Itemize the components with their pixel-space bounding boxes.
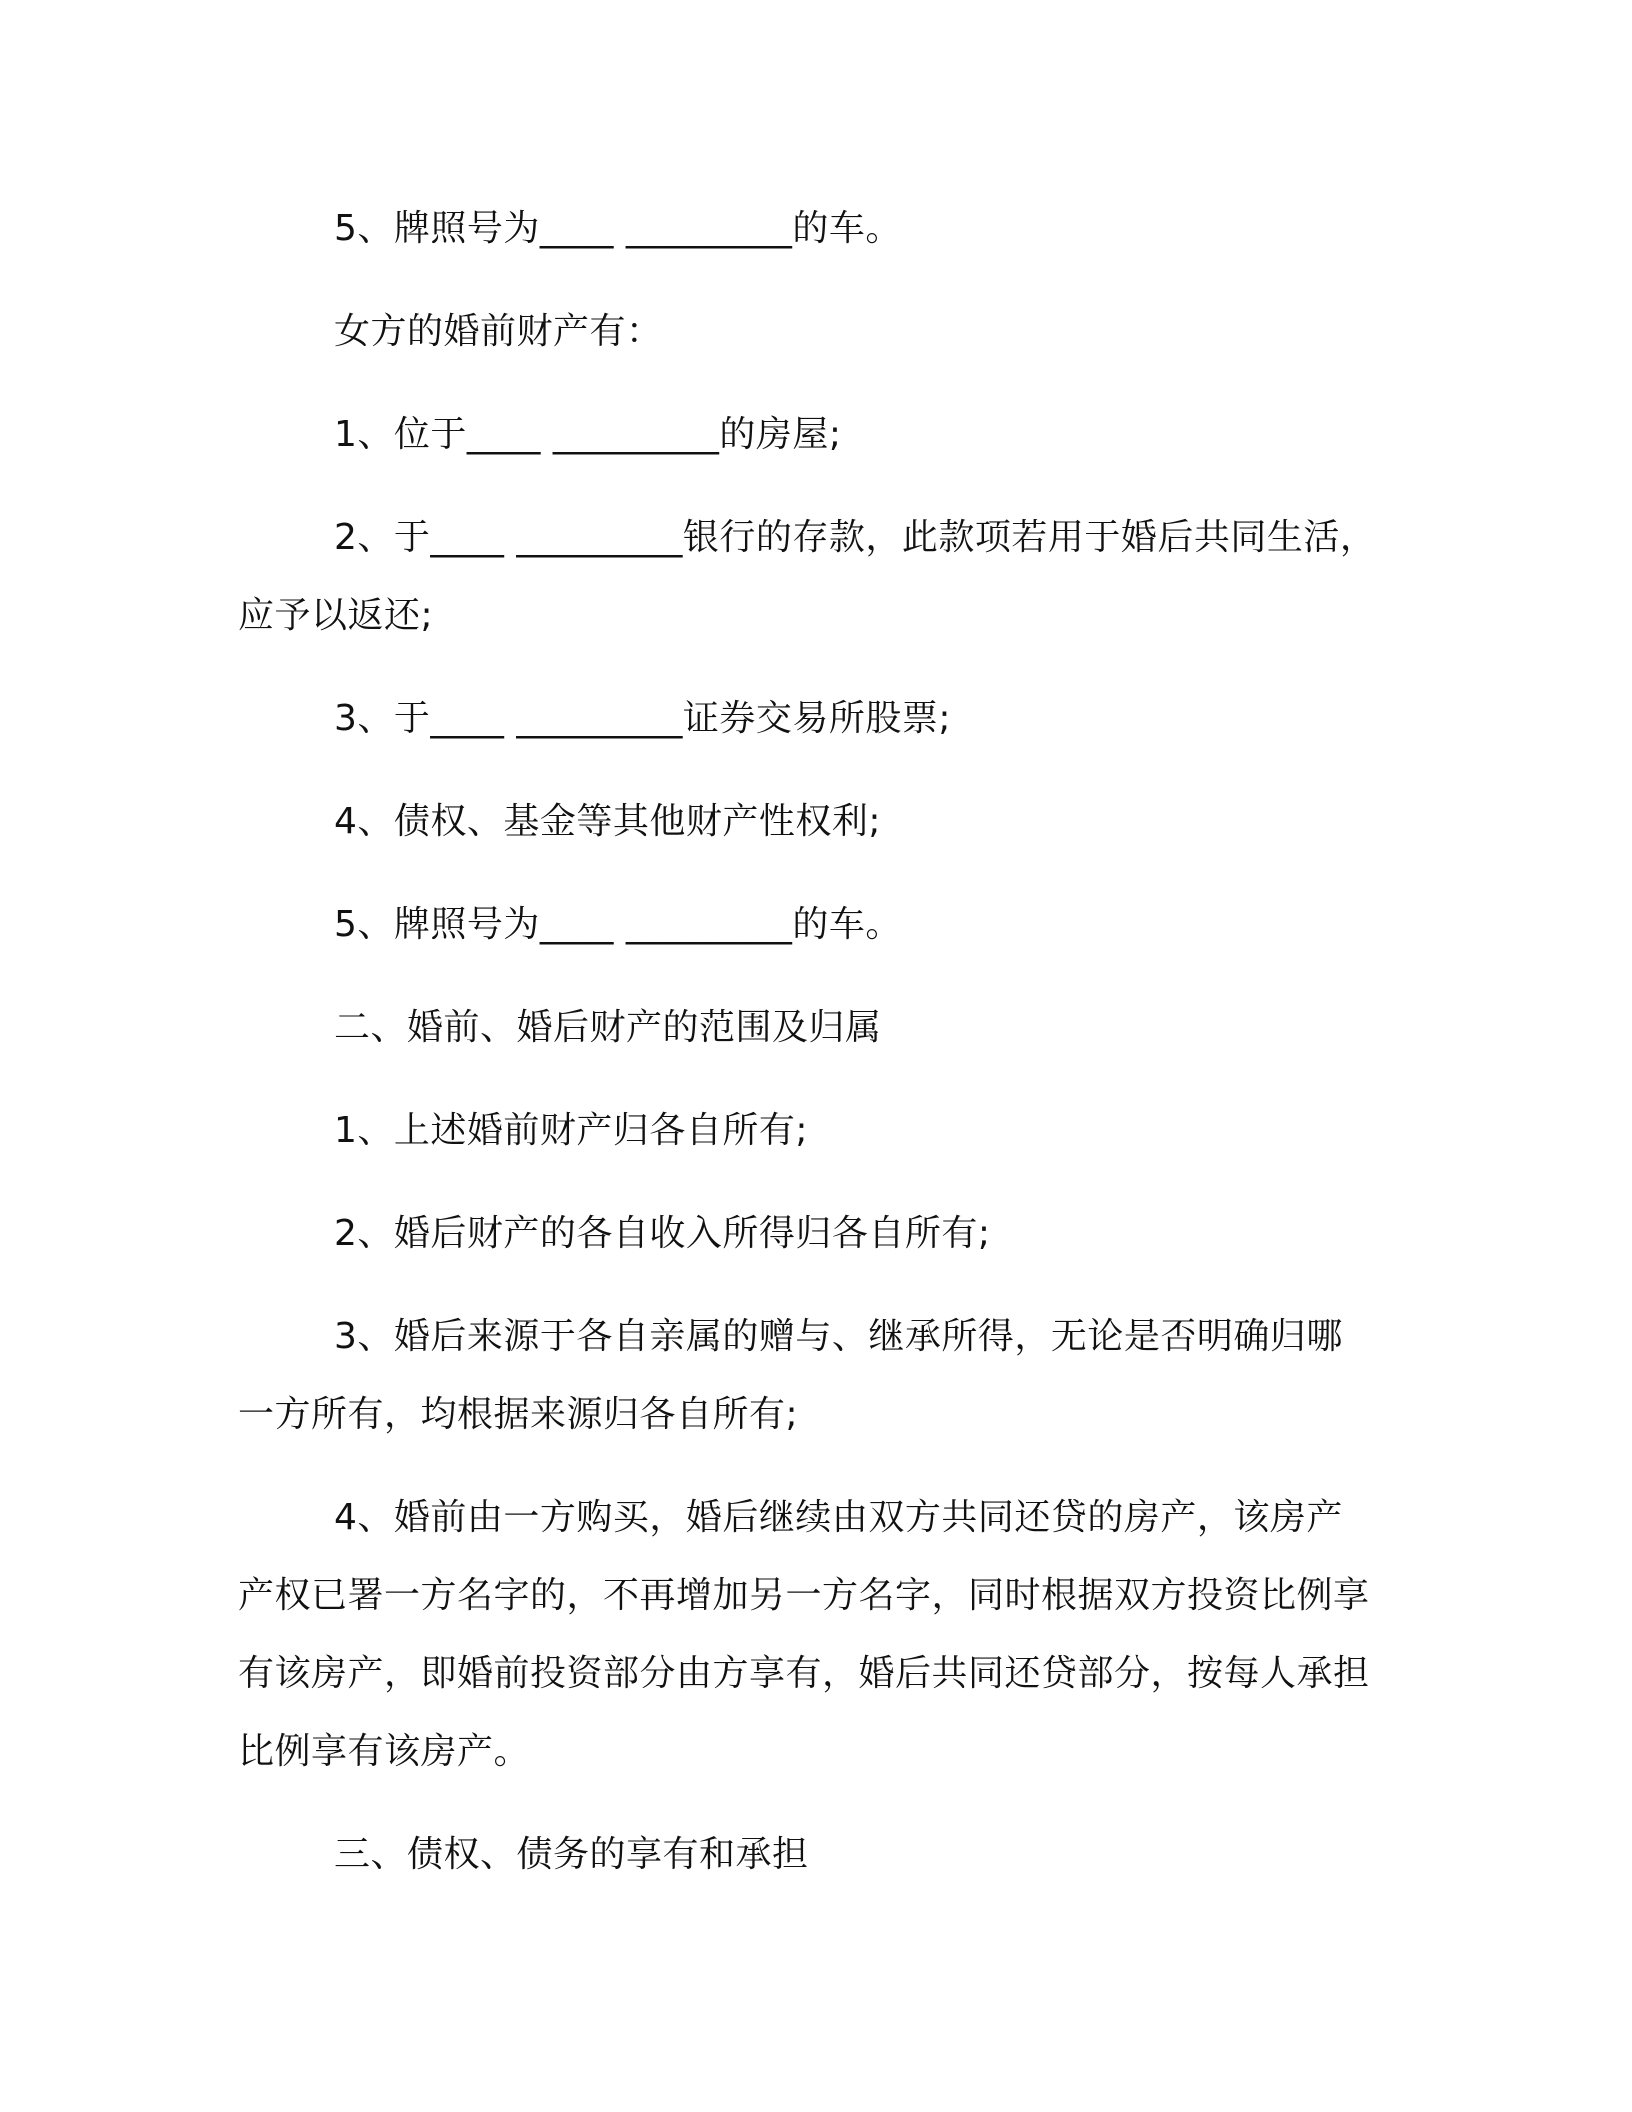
document-body — [238, 190, 1378, 1894]
paragraph-9: 1、上述婚前财产归各自所有; — [334, 1110, 809, 1151]
paragraph-3: 1、位于____ _________的房屋; — [334, 414, 842, 455]
paragraph-12: 4、婚前由一方购买，婚后继续由双方共同还贷的房产，该房产产权已署一方名字的，不再增加另一方名字，同时根据双方投资比例享有该房产，即婚前投资部分由方享有，婚后共同还贷部分，按每人承担比例享有该房产。 — [238, 1497, 1370, 1772]
paragraph-11: 3、婚后来源于各自亲属的赠与、继承所得，无论是否明确归哪一方所有，均根据来源归各自所有; — [238, 1316, 1343, 1435]
paragraph-10: 2、婚后财产的各自收入所得归各自所有; — [334, 1213, 991, 1254]
paragraph-5: 3、于____ _________证券交易所股票; — [334, 698, 951, 739]
section-heading-2: 二、婚前、婚后财产的范围及归属 — [334, 1007, 882, 1048]
paragraph-7: 5、牌照号为____ _________的车。 — [334, 904, 902, 945]
paragraph-1: 5、牌照号为____ _________的车。 — [334, 208, 902, 249]
paragraph-2: 女方的婚前财产有： — [334, 311, 663, 352]
paragraph-4: 2、于____ _________银行的存款，此款项若用于婚后共同生活，应予以返还; — [238, 517, 1377, 636]
section-heading-3: 三、债权、债务的享有和承担 — [334, 1834, 809, 1875]
paragraph-6: 4、债权、基金等其他财产性权利; — [334, 801, 882, 842]
